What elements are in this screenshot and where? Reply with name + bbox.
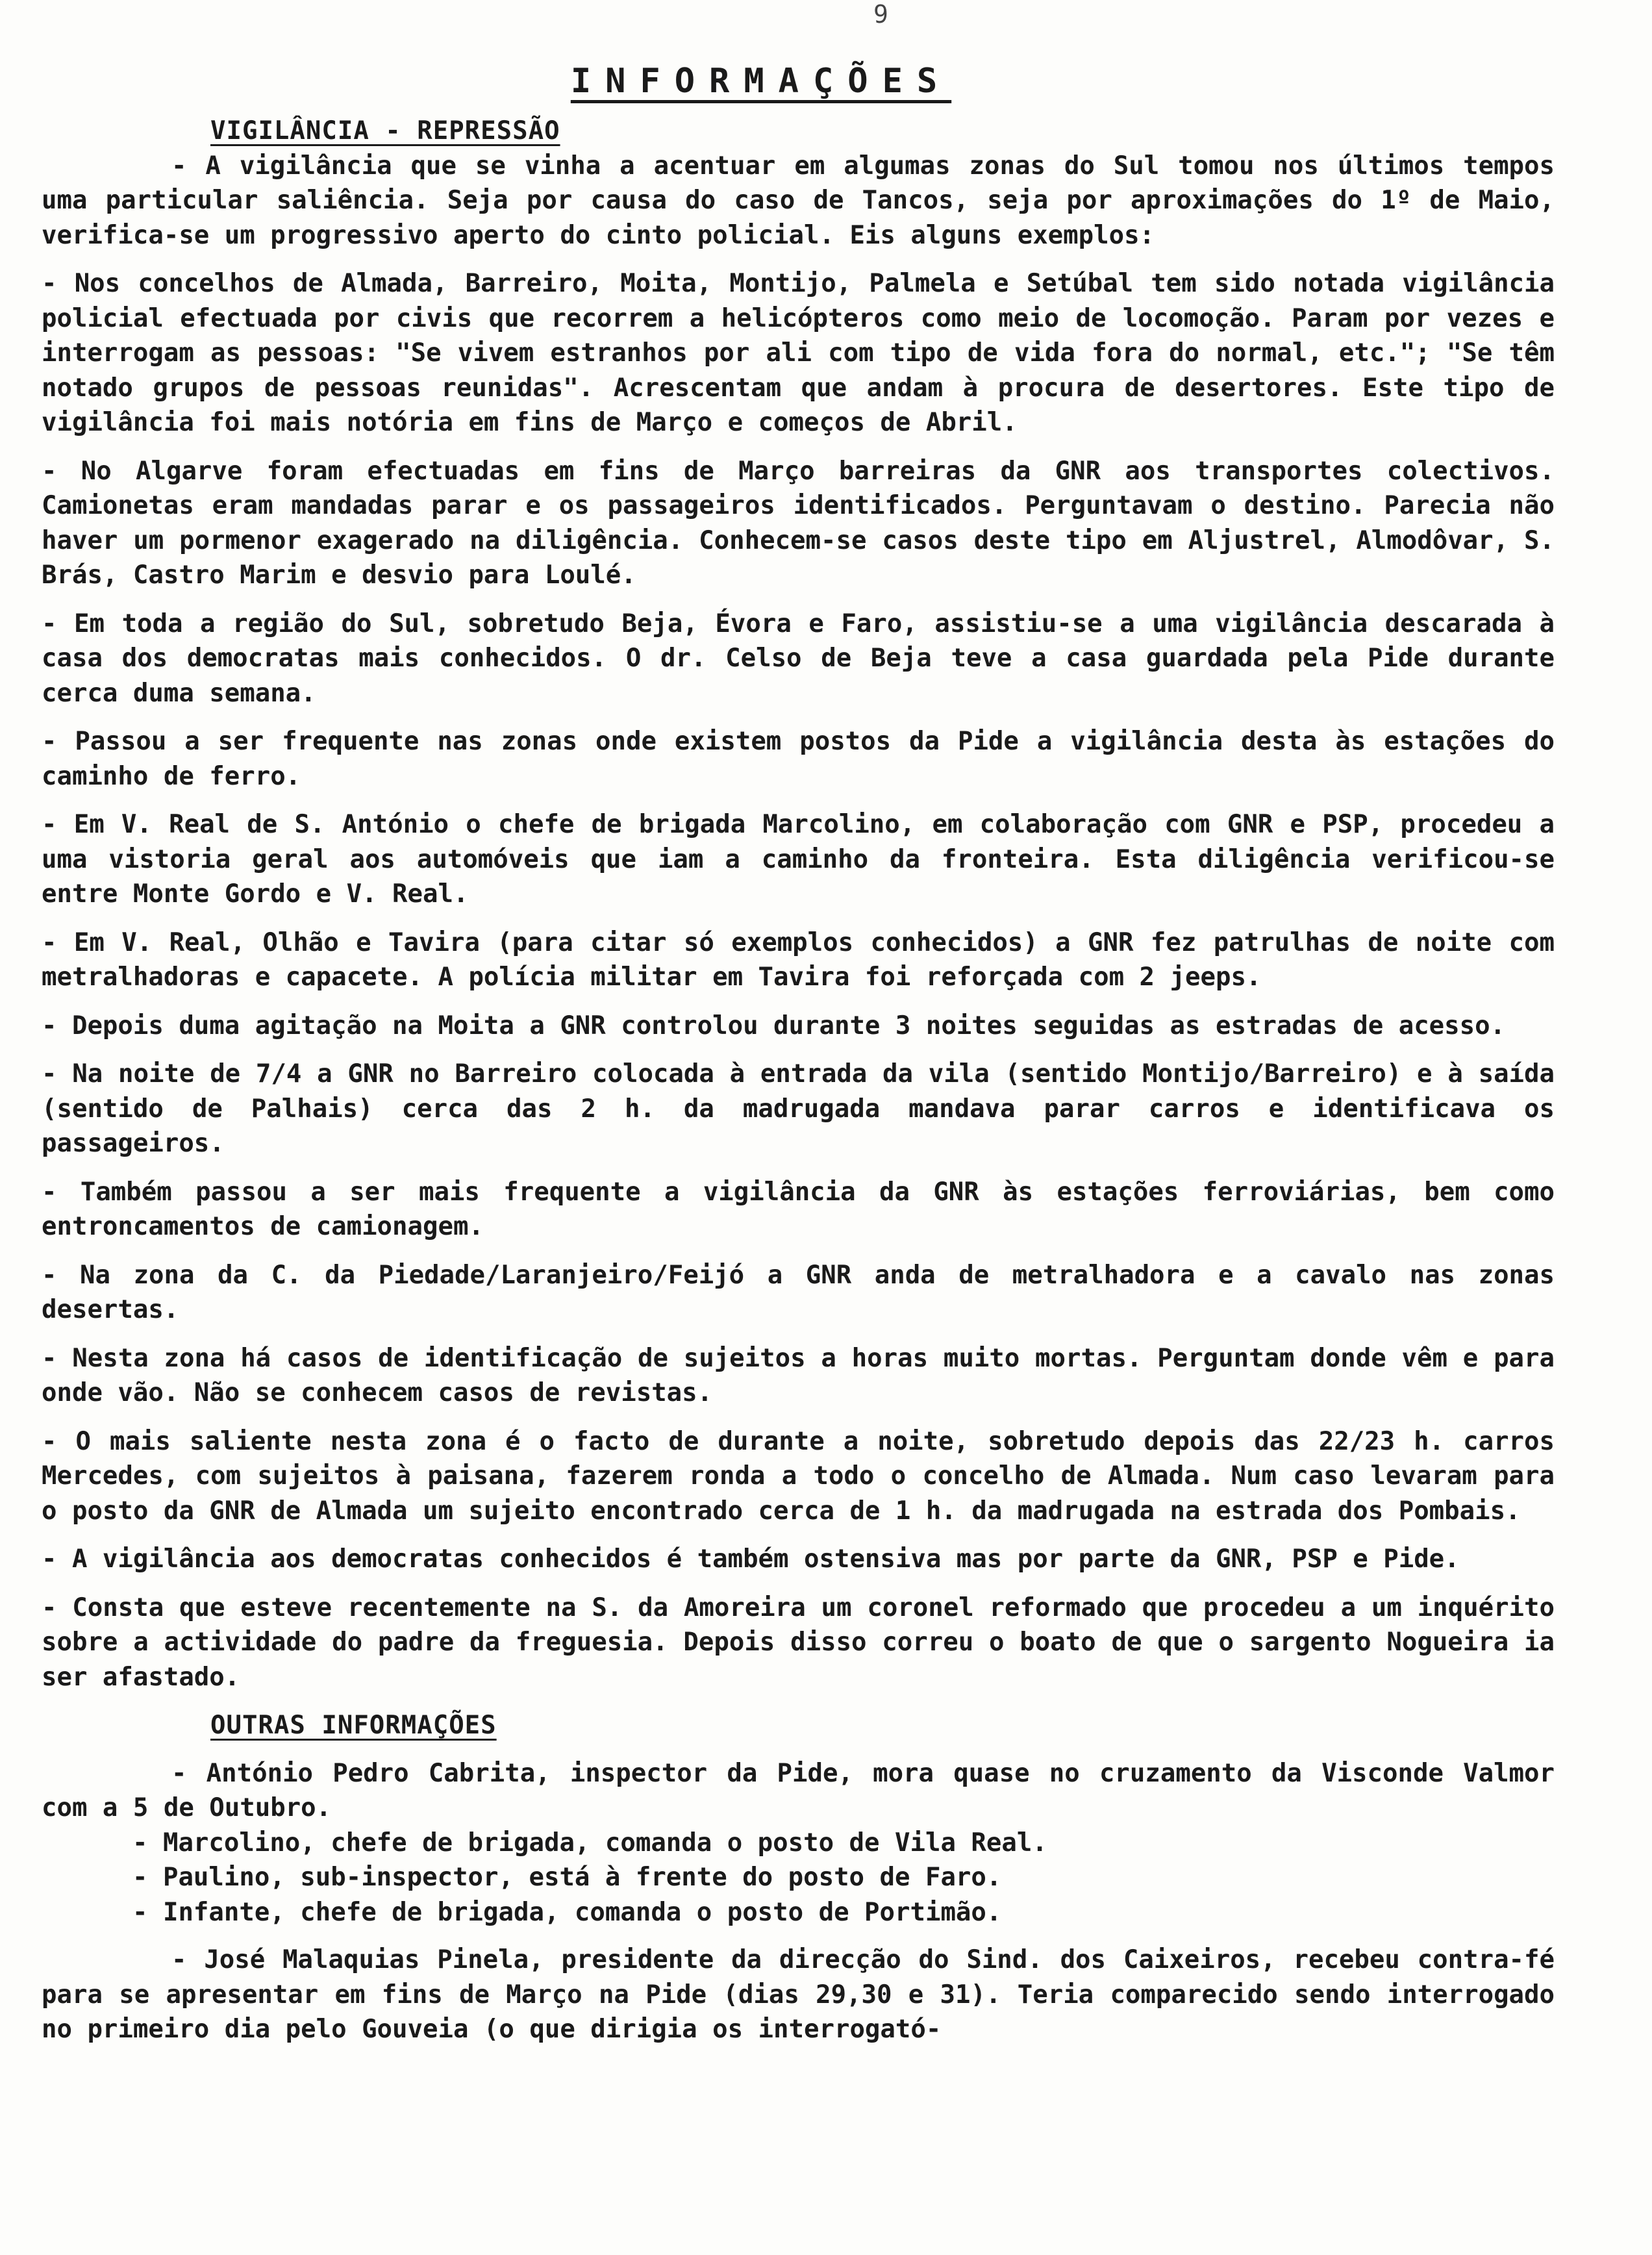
paragraph: - Nos concelhos de Almada, Barreiro, Moita, Montijo, Palmela e Setúbal tem sido notada vigilância policial efectuada por civis que recorrem a helicópteros como meio de locomoção. Param por vezes e interrogam as pessoas: "Se vivem estranhos por ali com tipo de vida fora do normal, etc."; "Se têm notado grupos de pessoas reunidas". Acrescentam que andam à procura de desertores. Este tipo de vigilância foi mais notória em fins de Março e começos de Abril. xyxy=(42,269,1555,437)
paragraph: - Passou a ser frequente nas zonas onde existem postos da Pide a vigilância desta às estações do caminho de ferro. xyxy=(42,727,1555,791)
paragraph: - Nesta zona há casos de identificação de sujeitos a horas muito mortas. Perguntam donde vêm e para onde vão. Não se conhecem casos de revistas. xyxy=(42,1343,1555,1407)
paragraph: - O mais saliente nesta zona é o facto de durante a noite, sobretudo depois das 22/23 h. carros Mercedes, com sujeitos à paisana, fazerem ronda a todo o concelho de Almada. Num caso levaram para o posto da GNR de Almada um sujeito encontrado cerca de 1 h. da madrugada na estrada dos Pombais. xyxy=(42,1426,1555,1526)
paragraph: - Também passou a ser mais frequente a vigilância da GNR às estações ferroviárias, bem como entroncamentos de camionagem. xyxy=(42,1177,1555,1241)
section-heading-vigilancia: VIGILÂNCIA - REPRESSÃO xyxy=(210,116,560,145)
list-item: - José Malaquias Pinela, presidente da direcção do Sind. dos Caixeiros, recebeu contra-fé para se apresentar em fins de Março na Pide (dias 29,30 e 31). Teria comparecido sendo interrogado no primeiro dia pelo Gouveia (o que dirigia os interrogató- xyxy=(42,1945,1555,2044)
list-item: - Infante, chefe de brigada, comanda o posto de Portimão. xyxy=(132,1897,1002,1927)
paragraph: - No Algarve foram efectuadas em fins de Março barreiras da GNR aos transportes colectivos. Camionetas eram mandadas parar e os passageiros identificados. Perguntavam o destino. Parecia não haver um pormenor exagerado na diligência. Conhecem-se casos deste tipo em Aljustrel, Almodôvar, S. Brás, Castro Marim e desvio para Loulé. xyxy=(42,456,1555,590)
paragraph: - Em toda a região do Sul, sobretudo Beja, Évora e Faro, assistiu-se a uma vigilância descarada à casa dos democratas mais conhecidos. O dr. Celso de Beja teve a casa guardada pela Pide durante cerca duma semana. xyxy=(42,609,1555,708)
list-item: - António Pedro Cabrita, inspector da Pide, mora quase no cruzamento da Visconde Valmor com a 5 de Outubro. xyxy=(42,1758,1555,1822)
document-title: INFORMAÇÕES xyxy=(570,62,952,101)
paragraph: - Em V. Real, Olhão e Tavira (para citar só exemplos conhecidos) a GNR fez patrulhas de noite com metralhadoras e capacete. A polícia militar em Tavira foi reforçada com 2 jeeps. xyxy=(42,927,1555,992)
paragraph: - A vigilância aos democratas conhecidos é também ostensiva mas por parte da GNR, PSP e Pide. xyxy=(42,1544,1460,1574)
paragraph: - Depois duma agitação na Moita a GNR controlou durante 3 noites seguidas as estradas de acesso. xyxy=(42,1011,1506,1040)
paragraph: - Consta que esteve recentemente na S. da Amoreira um coronel reformado que procedeu a um inquérito sobre a actividade do padre da freguesia. Depois disso correu o boato de que o sargento Nogueira ia ser afastado. xyxy=(42,1593,1555,1692)
page-number-mark: 9 xyxy=(873,0,888,29)
paragraph: - A vigilância que se vinha a acentuar em algumas zonas do Sul tomou nos últimos tempos uma particular saliência. Seja por causa do caso de Tancos, seja por aproximações do 1º de Maio, verifica-se um progressivo aperto do cinto policial. Eis alguns exemplos: xyxy=(42,151,1555,250)
list-item: - Marcolino, chefe de brigada, comanda o posto de Vila Real. xyxy=(132,1828,1047,1858)
section-heading-outras-informacoes: OUTRAS INFORMAÇÕES xyxy=(210,1711,497,1740)
paragraph: - Na noite de 7/4 a GNR no Barreiro colocada à entrada da vila (sentido Montijo/Barreiro) e à saída (sentido de Palhais) cerca das 2 h. da madrugada mandava parar carros e identificava os passageiros. xyxy=(42,1059,1555,1158)
document-body xyxy=(42,114,1555,2047)
info-list xyxy=(42,1756,1555,2047)
paragraph: - Na zona da C. da Piedade/Laranjeiro/Feijó a GNR anda de metralhadora e a cavalo nas zonas desertas. xyxy=(42,1260,1555,1324)
list-item: - Paulino, sub-inspector, está à frente do posto de Faro. xyxy=(132,1863,1002,1892)
paragraph: - Em V. Real de S. António o chefe de brigada Marcolino, em colaboração com GNR e PSP, procedeu a uma vistoria geral aos automóveis que iam a caminho da fronteira. Esta diligência verificou-se entre Monte Gordo e V. Real. xyxy=(42,810,1555,909)
